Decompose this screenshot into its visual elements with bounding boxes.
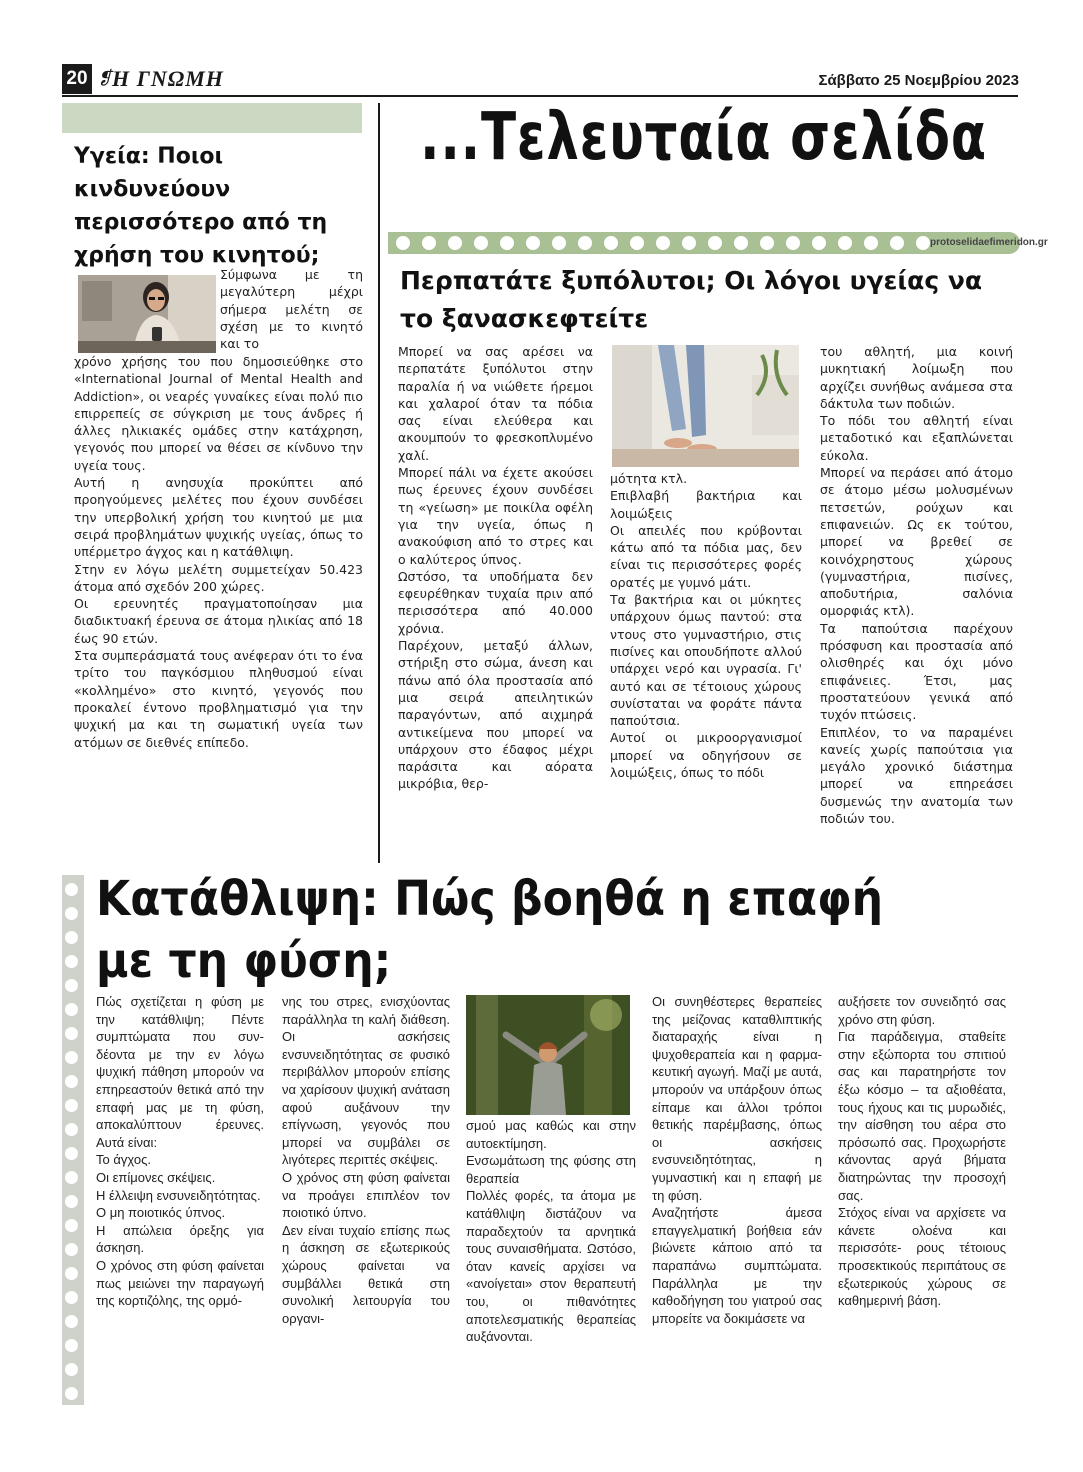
subheading: Επιβλαβή βακτήρια και λοιμώξεις — [610, 488, 802, 521]
list-item: Οι επίμονες σκέψεις. — [96, 1169, 216, 1185]
issue-date: Σάββατο 25 Νοεμβρίου 2023 — [818, 72, 1019, 89]
paragraph: Στόχος είναι να αρχίσετε να κάνετε ολοένα και περισσότε- ρους τέτοιους προσεκτικούς περιπάτους σε εξωτερικούς χώρους σε καθημερινή βάση. — [838, 1205, 1006, 1309]
paragraph: Πώς σχετίζεται η φύση με την κατάθλιψη; Πέντε συμπτώματα που συν- δέοντα με την εν λόγω ψυχική πάθηση μπορούν να επηρεαστούν θετικά από την επαφή μας με τη φύση, αποκαλύπτουν έρευνες. Αυτά είναι: — [96, 994, 264, 1150]
list-item: Η έλλειψη ενσυνειδητότητας. — [96, 1187, 261, 1203]
left-article-intro: Σύμφωνα με τη μεγαλύτερη μέχρι σήμερα μελέτη σε σχέση με το κινητό και το — [220, 267, 363, 352]
paragraph: Μπορεί πάλι να έχετε ακούσει πως έρευνες έχουν συνδέσει τη «γείωση» με ποικίλα οφέλη για την υγεία, όπως η ανακούφιση από το στρες και ο καλύτερος ύπνος. — [398, 465, 593, 567]
header-rule — [62, 95, 1018, 97]
column-divider — [378, 103, 380, 863]
watermark: protoselidaefimeridon.gr — [930, 237, 1048, 248]
barefoot-walking-photo — [612, 345, 799, 467]
paragraph: Αυτοί οι μικροοργανισμοί μπορεί να οδηγήσουν σε λοιμώξεις, όπως το πόδι — [610, 730, 802, 781]
paragraph: Αναζητήστε άμεσα επαγγελματική βοήθεια εάν βιώνετε κάποιο από τα παραπάνω συμπτώματα. Παράλληλα με την καθοδήγηση του γιατρού σας μπορείτε να δοκιμάσετε να — [652, 1205, 822, 1326]
right-article-title: Περπατάτε ξυπόλυτοι; Οι λόγοι υγείας να το ξανασκεφτείτε — [400, 266, 983, 333]
paragraph: μότητα κτλ. — [610, 471, 688, 486]
paragraph: Πολλές φορές, τα άτομα με κατάθλιψη διστάζουν να παραδεχτούν τα αρνητικά τους συναισθήματα. Ωστόσο, όταν κανείς αρχίσει να «ανοίγεται» στον θεραπευτή του, οι πιθανότητες αποτελεσματικής θεραπείας αυξάνονται. — [466, 1188, 636, 1345]
paragraph: Μπορεί να σας αρέσει να περπατάτε ξυπόλυτοι στην παραλία ή να νιώθετε ήρεμοι και χαλαροί όταν τα πόδια σας είναι ελεύθερα και ακουμπούν το φρεσκοπλυμένο χαλί. — [398, 344, 593, 463]
right-article-column-2 — [610, 470, 802, 781]
paragraph: Οι απειλές που κρύβονται κάτω από τα πόδια μας, δεν είναι τις περισσότερες φορές ορατές με γυμνό μάτι. — [610, 522, 802, 590]
paragraph: αυξήσετε τον συνειδητό σας χρόνο στη φύση. — [838, 994, 1006, 1027]
bottom-article-column-1 — [96, 993, 264, 1310]
paragraph: χρόνο χρήσης του που δημοσιεύθηκε στο «International Journal of Mental Health and Addiction», οι νεαρές γυναίκες είναι πολύ πιο επιρρεπείς σε σύγκριση με τους άνδρες ή άλλες ηλικιακές ομάδες στην κατάχρηση, γεγονός που μπορεί να θέσει σε κίνδυνο την υγεία τους. — [74, 354, 363, 473]
paragraph: Δεν είναι τυχαίο επίσης πως η άσκηση σε εξωτερικούς χώρους φαίνεται να συμβάλλει θετικά στη συνολική λειτουργία του οργανι- — [282, 1222, 450, 1326]
paragraph: Ο χρόνος στη φύση φαίνεται πως μειώνει την παραγωγή της κορτιζόλης, της ορμό- — [96, 1257, 264, 1309]
paragraph: Οι συνηθέστερες θεραπείες της μείζονας καταθλιπτικής διαταραχής είναι η ψυχοθεραπεία και η φαρμα- κευτική αγωγή. Μαζί με αυτά, μπορούν να υπάρξουν όπως είπαμε και άλλοι τρόποι θετικής παρέμβασης, όπως οι ασκήσεις ενσυνειδητότητας, η γυμναστική και η επαφή με τη φύση. — [652, 994, 822, 1203]
paragraph: Για παράδειγμα, σταθείτε στην εξώπορτα του σπιτιού σας και παρατηρήστε τον έξω κόσμο – τα αξιοθέατα, τους ήχους και τις μυρωδιές, την αίσθηση του αέρα στο πρόσωπό σας. Προχωρήστε κάνοντας αργά βήματα διατηρώντας την προσοχή σας. — [838, 1029, 1006, 1203]
paragraph: Τα βακτήρια και οι μύκητες υπάρχουν όμως παντού: στα ντους στο γυμναστήριο, στις πισίνες και οπουδήποτε αλλού υπάρχει νερό και υγρασία. Γι' αυτό και σε τέτοιους χώρους συνίσταται να φοράτε πάντα παπούτσια. — [610, 592, 802, 729]
paragraph: Αυτή η ανησυχία προκύπτει από προηγούμενες μελέτες που έχουν συνδέσει την υπερβολική χρήση του κινητού με μια σειρά προβλημάτων ψυχικής υγείας, όπως το υπέρμετρο άγχος και η κατάθλιψη. — [74, 475, 363, 560]
paragraph: Επιπλέον, το να παραμένει κανείς χωρίς παπούτσια για μεγάλο χρονικό διάστημα μπορεί να επηρεάσει δυσμενώς την ανατομία των ποδιών του. — [820, 724, 1013, 827]
paragraph: Ωστόσο, τα υποδήματα δεν εφευρέθηκαν τυχαία πριν από περισσότερα από 40.000 χρόνια. — [398, 568, 593, 636]
left-article-band — [62, 103, 362, 133]
paragraph: Παρέχουν, μεταξύ άλλων, στήριξη στο σώμα, άνεση και πάνω από όλα προστασία από μια σειρά απειλητικών παραγόντων, από αιχμηρά αντικείμενα που μπορεί να υπάρχουν στο έδαφος μέχρι παράσιτα και αόρατα μικρόβια, θερ- — [398, 638, 593, 792]
paragraph: Μπορεί να περάσει από άτομο σε άτομο μέσω μολυσμένων πετσετών, ρούχων και επιφανειών. Ως εκ τούτου, μπορεί να βρεθεί σε κοινόχρηστους χώρους (γυμναστήρια, πισίνες, αποδυτήρια, σαλόνια ομορφιάς κτλ). — [820, 465, 1013, 619]
left-article-title: Υγεία: Ποιοι κινδυνεύουν περισσότερο από τη χρήση του κινητού; — [74, 144, 328, 268]
list-item: Το άγχος. — [96, 1152, 151, 1168]
right-article-column-1 — [398, 343, 593, 793]
woman-in-forest-photo — [466, 995, 630, 1115]
bottom-article-column-5 — [838, 993, 1006, 1310]
list-item: Ο μη ποιοτικός ύπνος. — [96, 1205, 226, 1221]
left-article-body — [74, 353, 363, 751]
paragraph: σμού μας καθώς και στην αυτοεκτίμηση. — [466, 1118, 636, 1151]
right-article-column-3 — [820, 343, 1013, 827]
paragraph: Το πόδι του αθλητή είναι μεταδοτικό και εξαπλώνεται εύκολα. — [820, 413, 1013, 463]
paragraph: νης του στρες, ενισχύοντας παράλληλα τη καλή διάθεση. Οι ασκήσεις ενσυνειδητότητας σε φυσικό περιβάλλον μπορούν επίσης να χαρίσουν ψυχική ανάταση αφού αυξάνουν την επίγνωση, γεγονός που μπορεί να συμβάλει σε λιγότερες περιττές σκέψεις. — [282, 994, 450, 1168]
page-number: 20 — [62, 64, 92, 94]
paragraph: του αθλητή, μια κοινή μυκητιακή λοίμωξη που αρχίζει συνήθως ανάμεσα στα δάκτυλα των ποδιών. — [820, 344, 1013, 411]
list-item: Η απώλεια όρεξης για άσκηση. — [96, 1222, 264, 1256]
masthead: Η ΓΝΩΜΗ — [112, 66, 224, 91]
masthead-logo-icon: ❡ — [97, 68, 113, 88]
section-title: ...Τελευταία σελίδα — [420, 98, 987, 175]
paragraph: Τα παπούτσια παρέχουν πρόσφυση και προστασία από ολισθηρές και όχι μόνο επιφάνειες. Έτσι, μας προστατεύουν γενικά από τυχόν πτώσεις. — [820, 620, 1013, 723]
bottom-article-column-3 — [466, 1117, 636, 1346]
decorative-dots-strip — [62, 875, 84, 1405]
paragraph: Στην εν λόγω μελέτη συμμετείχαν 50.423 άτομα από σχεδόν 200 χώρες. — [74, 561, 363, 594]
subheading: Ενσωμάτωση της φύσης στη θεραπεία — [466, 1153, 636, 1186]
woman-with-phone-photo — [78, 275, 216, 353]
bottom-article-title: Κατάθλιψη: Πώς βοηθά η επαφή με τη φύση; — [96, 871, 884, 989]
paragraph: Στα συμπεράσματά τους ανέφεραν ότι το ένα τρίτο του παγκόσμιου πληθυσμού είναι «κολλημένο» στο κινητό, γεγονός που προκαλεί έντονο προβληματισμό για την ψυχική μα και τη σωματική υγεία των ατόμων σε διεθνές επίπεδο. — [74, 648, 363, 750]
paragraph: Ο χρόνος στη φύση φαίνεται να προάγει επιπλέον τον ποιοτικό ύπνο. — [282, 1169, 450, 1221]
bottom-article-column-2 — [282, 993, 450, 1327]
decorative-dots-band — [388, 232, 1020, 254]
bottom-article-column-4 — [652, 993, 822, 1327]
paragraph: Οι ερευνητές πραγματοποίησαν μια διαδικτυακή έρευνα σε άτομα ηλικίας από 18 έως 90 ετών. — [74, 596, 363, 646]
